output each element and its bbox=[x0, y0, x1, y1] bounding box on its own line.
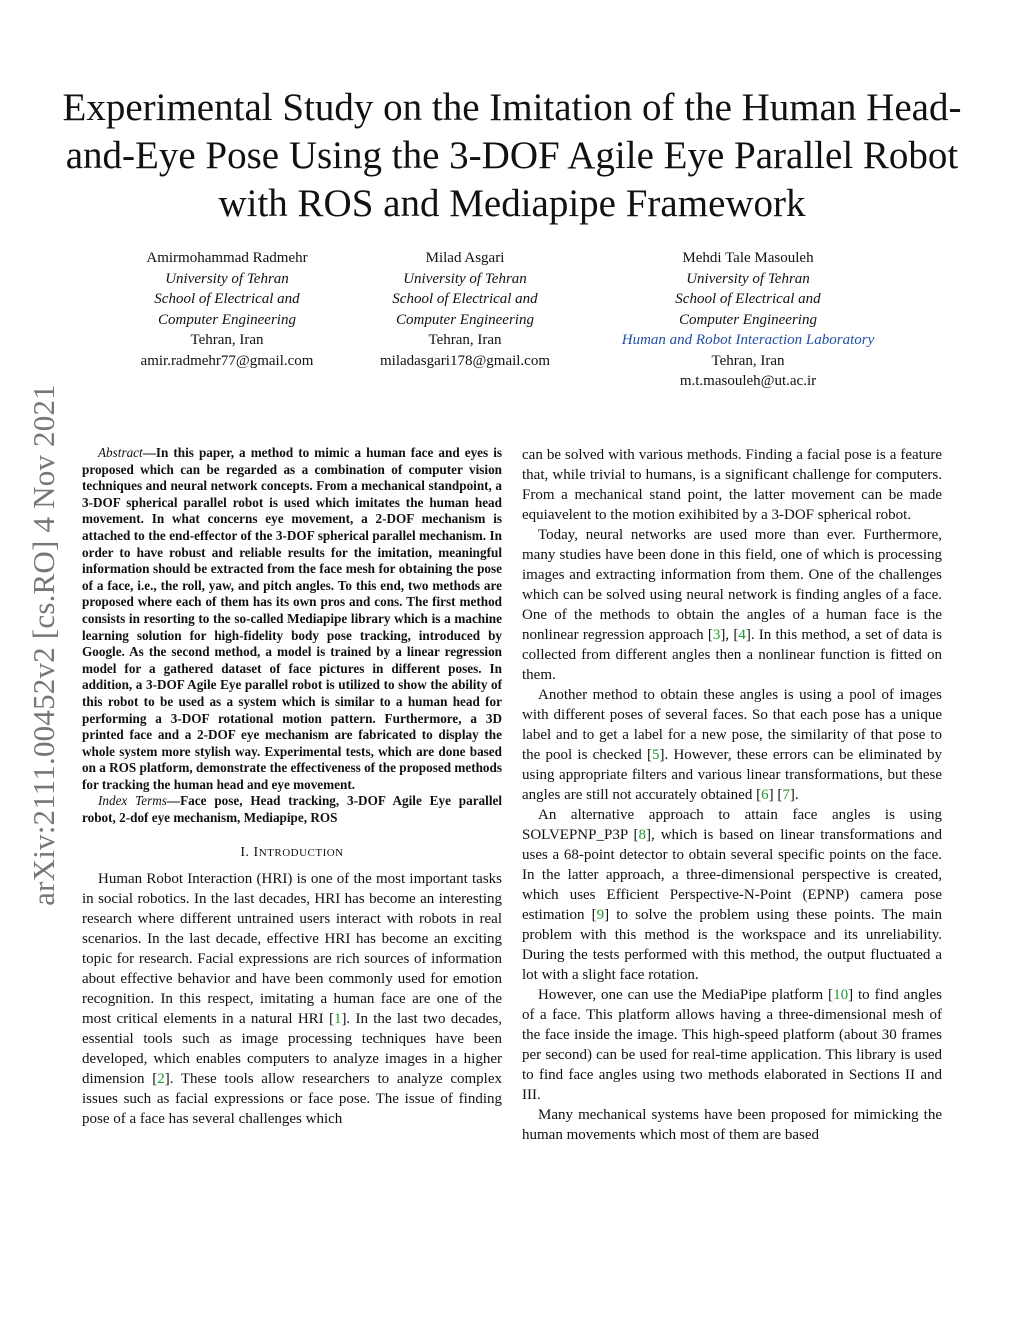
index-terms bbox=[82, 793, 502, 826]
paragraph-text: ] to solve the problem using these points. The main problem with this method is the workspace and its unreliability. During the tests performed with this method, the output fluctuated a lot with a slight face rotation. bbox=[522, 907, 942, 983]
citation-link[interactable]: 10 bbox=[833, 987, 849, 1003]
author-city: Tehran, Iran bbox=[190, 332, 264, 348]
paragraph-text: ], which is based on linear transformations and uses a 68-point detector to obtain several specific points on the face. In the latter approach, a three-dimensional perspective is created, which uses Efficient Perspective-N-Point (EPNP) camera pose estimation [ bbox=[522, 827, 942, 923]
paragraph bbox=[522, 445, 942, 525]
citation-link[interactable]: 8 bbox=[638, 827, 647, 843]
paragraph-text: However, one can use the MediaPipe platform [ bbox=[538, 987, 834, 1003]
paragraph bbox=[82, 869, 502, 1129]
paragraph-text: ] [ bbox=[768, 787, 783, 803]
paper-title: Experimental Study on the Imitation of the Human Head-and-Eye Pose Using the 3-DOF Agile Eye Parallel Robot with ROS and Mediapipe Framework bbox=[62, 86, 962, 225]
paragraph-text: Another method to obtain these angles is using a pool of images with different poses of several faces. So that each pose has a unique label and to get a label for a new pose, the similarity of that pose to the pool is checked [ bbox=[522, 687, 942, 763]
author-school: School of Electrical and bbox=[675, 291, 821, 307]
index-terms-label: Index Terms bbox=[98, 793, 167, 809]
paragraph-text: ]. In the last two decades, essential tools such as image processing techniques have been developed, which enables computers to analyze images in a higher dimension [ bbox=[82, 1010, 502, 1087]
index-terms-text: —Face pose, Head tracking, 3-DOF Agile Eye parallel robot, 2-dof eye mechanism, Mediapipe, ROS bbox=[82, 793, 502, 826]
citation-link[interactable]: 1 bbox=[333, 1010, 342, 1027]
citation-link[interactable]: 9 bbox=[596, 907, 605, 923]
paragraph-text: ], [ bbox=[720, 627, 739, 643]
author-email: amir.radmehr77@gmail.com bbox=[140, 352, 314, 369]
left-column bbox=[82, 445, 502, 1129]
paragraph-text: An alternative approach to attain face angles is using SOLVEPNP_P3P [ bbox=[522, 807, 942, 843]
abstract-label: Abstract bbox=[98, 445, 143, 460]
citation-link[interactable]: 7 bbox=[782, 787, 790, 803]
paragraph bbox=[522, 1105, 942, 1145]
author-city: Tehran, Iran bbox=[428, 332, 502, 348]
author-city: Tehran, Iran bbox=[711, 352, 785, 369]
citation-link[interactable]: 4 bbox=[738, 627, 746, 643]
author-university: University of Tehran bbox=[403, 270, 527, 287]
paragraph bbox=[522, 805, 942, 985]
right-column bbox=[522, 445, 942, 1145]
author-school: School of Electrical and bbox=[392, 291, 538, 307]
abstract-text: —In this paper, a method to mimic a human face and eyes is proposed which can be regarded as a combination of computer vision techniques and neural network concepts. From a mechanical standpoint, a 3-DOF spherical parallel robot is used which imitates the human head movement. In what concerns eye movement, a 2-DOF mechanism is attached to the end-effector of the 3-DOF spherical parallel mechanism. In order to have robust and reliable results for the imitation, meaningful information should be extracted from the face mesh for obtaining the pose of a face, i.e., the roll, yaw, and pitch angles. To this end, two methods are proposed where each of them has its own pros and cons. The first method consists in resorting to the so-called Mediapipe library which is a machine learning solution for high-fidelity body pose tracking, introduced by Google. As the second method, a model is trained by a linear regression model for a gathered dataset of face pictures in different poses. In addition, a 3-DOF Agile Eye parallel robot is utilized to show the ability of this robot to be used as a system which is similar to a human head for performing a 3-DOF rotational motion pattern. Furthermore, a 3D printed face and a 2-DOF eye mechanism are fabricated to display the whole system more stylish way. Experimental tests, which are done based on a ROS platform, demonstrate the effectiveness of the proposed methods for tracking the human head and eye movement. bbox=[82, 445, 502, 792]
paragraph-text: Many mechanical systems have been proposed for mimicking the human movements which most of them are based bbox=[522, 1107, 942, 1143]
author-name: Milad Asgari bbox=[425, 250, 505, 266]
lab-link[interactable]: Human and Robot Interaction Laboratory bbox=[621, 332, 875, 348]
author-school: Computer Engineering bbox=[158, 311, 296, 328]
author-email: m.t.masouleh@ut.ac.ir bbox=[679, 373, 817, 389]
right-body bbox=[522, 445, 942, 1145]
author-email: miladasgari178@gmail.com bbox=[379, 352, 551, 369]
abstract bbox=[82, 445, 502, 793]
paragraph bbox=[522, 525, 942, 685]
citation-link[interactable]: 5 bbox=[652, 747, 660, 763]
paragraph bbox=[522, 985, 942, 1105]
paragraph-text: can be solved with various methods. Finding a facial pose is a feature that, while trivial to humans, is a significant challenge for computers. From a mechanical stand point, the latter movement can be made equiavelent to the motion exihibited by a 3-DOF spherical robot. bbox=[522, 447, 942, 523]
paragraph-text: Today, neural networks are used more than ever. Furthermore, many studies have been done in this field, one of which is processing images and extracting information from them. One of the challenges which can be solved using neural network is finding angles of a face. One of the methods to obtain the angles of a human face is the nonlinear regression approach [ bbox=[522, 527, 942, 643]
section-heading bbox=[82, 845, 502, 861]
author-university: University of Tehran bbox=[686, 270, 810, 287]
citation-link[interactable]: 3 bbox=[712, 627, 721, 643]
section-number: I. bbox=[240, 844, 250, 860]
paragraph-text: ] to find angles of a face. This platform allows having a three-dimensional mesh of the face inside the image. This high-speed platform (about 30 frames per second) can be used for real-time application. This library is used to find face angles using two methods elaborated in Sections II and III. bbox=[522, 987, 942, 1103]
author-school: Computer Engineering bbox=[396, 311, 534, 328]
paragraph bbox=[522, 685, 942, 805]
arxiv-identifier: arXiv:2111.00452v2 [cs.RO] 4 Nov 2021 bbox=[26, 384, 61, 906]
author-name: Mehdi Tale Masouleh bbox=[682, 250, 814, 266]
author-school: Computer Engineering bbox=[679, 311, 817, 328]
author-3 bbox=[598, 248, 898, 392]
citation-link[interactable]: 2 bbox=[157, 1070, 165, 1087]
left-body bbox=[82, 869, 502, 1129]
section-title-rest: NTRODUCTION bbox=[258, 846, 344, 859]
paragraph-text: ]. In this method, a set of data is collected from different angles then a nonlinear function is fitted on them. bbox=[522, 627, 942, 683]
citation-link[interactable]: 6 bbox=[761, 787, 769, 803]
author-2 bbox=[315, 248, 615, 371]
paragraph-text: Human Robot Interaction (HRI) is one of the most important tasks in social robotics. In the last decades, HRI has become an interesting research where different untrained users interact with robots in real scenarios. In the last decade, effective HRI has become an exciting topic for research. Facial expressions are rich sources of information about effective behavior and have been commonly used for emotion recognition. In this respect, imitating a human face are one of the most critical elements in a natural HRI [ bbox=[82, 870, 502, 1027]
author-name: Amirmohammad Radmehr bbox=[146, 250, 308, 266]
paragraph-text: ]. However, these errors can be eliminated by using appropriate filters and various linear transformations, but these angles are still not accurately obtained [ bbox=[522, 747, 942, 803]
paragraph-text: ]. These tools allow researchers to analyze complex issues such as facial expressions or face pose. The issue of finding pose of a face has several challenges which bbox=[82, 1070, 502, 1127]
author-university: University of Tehran bbox=[165, 270, 289, 287]
section-title bbox=[254, 845, 344, 860]
section-title-initial: I bbox=[253, 844, 259, 860]
author-school: School of Electrical and bbox=[154, 291, 300, 307]
paragraph-text: ]. bbox=[789, 787, 799, 803]
